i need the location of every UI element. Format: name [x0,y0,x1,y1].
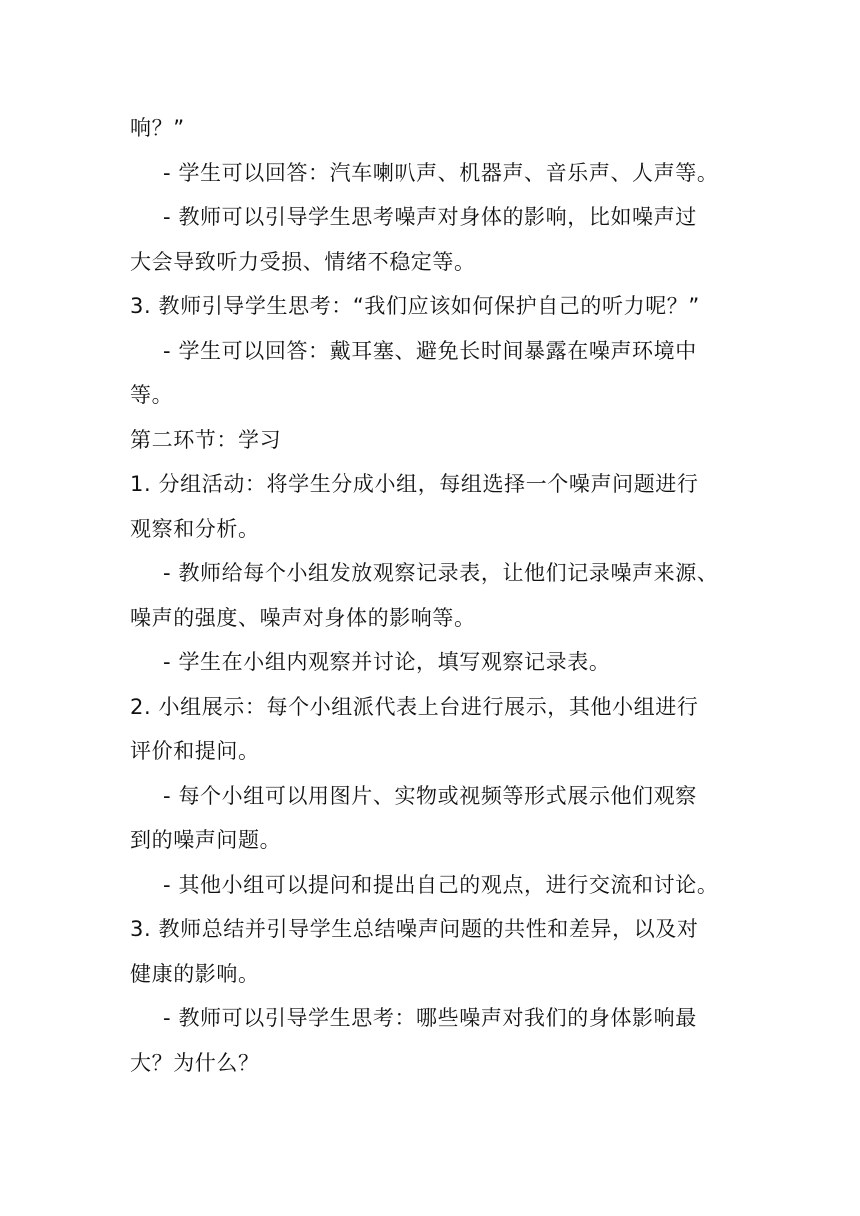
section-heading: 第二环节：学习 [130,427,282,452]
text-line: - 学生可以回答：戴耳塞、避免长时间暴露在噪声环境中 [163,338,697,363]
text-line: 大？为什么？ [130,1050,260,1075]
text-line: 1. 分组活动：将学生分成小组，每组选择一个噪声问题进行 [130,472,699,496]
text-line: 3. 教师引导学生思考：“我们应该如何保护自己的听力呢？” [130,294,700,318]
text-line: - 每个小组可以用图片、实物或视频等形式展示他们观察 [163,783,697,808]
text-line: - 学生在小组内观察并讨论，填写观察记录表。 [163,650,611,674]
text-line: 到的噪声问题。 [130,828,282,852]
text-line: 健康的影响。 [130,961,260,986]
text-line: - 教师可以引导学生思考噪声对身体的影响，比如噪声过 [163,205,697,229]
text-line: - 教师给每个小组发放观察记录表，让他们记录噪声来源、 [163,561,719,585]
text-line: - 学生可以回答：汽车喇叭声、机器声、音乐声、人声等。 [163,160,719,185]
text-line: 3. 教师总结并引导学生总结噪声问题的共性和差异，以及对 [130,917,699,941]
text-line: - 其他小组可以提问和提出自己的观点，进行交流和讨论。 [163,872,719,897]
text-line: - 教师可以引导学生思考：哪些噪声对我们的身体影响最 [163,1006,697,1030]
text-line: 观察和分析。 [130,516,260,541]
text-line: 等。 [130,383,174,407]
text-line: 噪声的强度、噪声对身体的影响等。 [130,605,476,630]
text-line: 响？” [130,116,185,140]
text-line: 2. 小组展示：每个小组派代表上台进行展示，其他小组进行 [130,694,699,719]
text-line: 大会导致听力受损、情绪不稳定等。 [130,249,476,274]
text-line: 评价和提问。 [130,739,260,763]
document-body [130,106,742,1085]
